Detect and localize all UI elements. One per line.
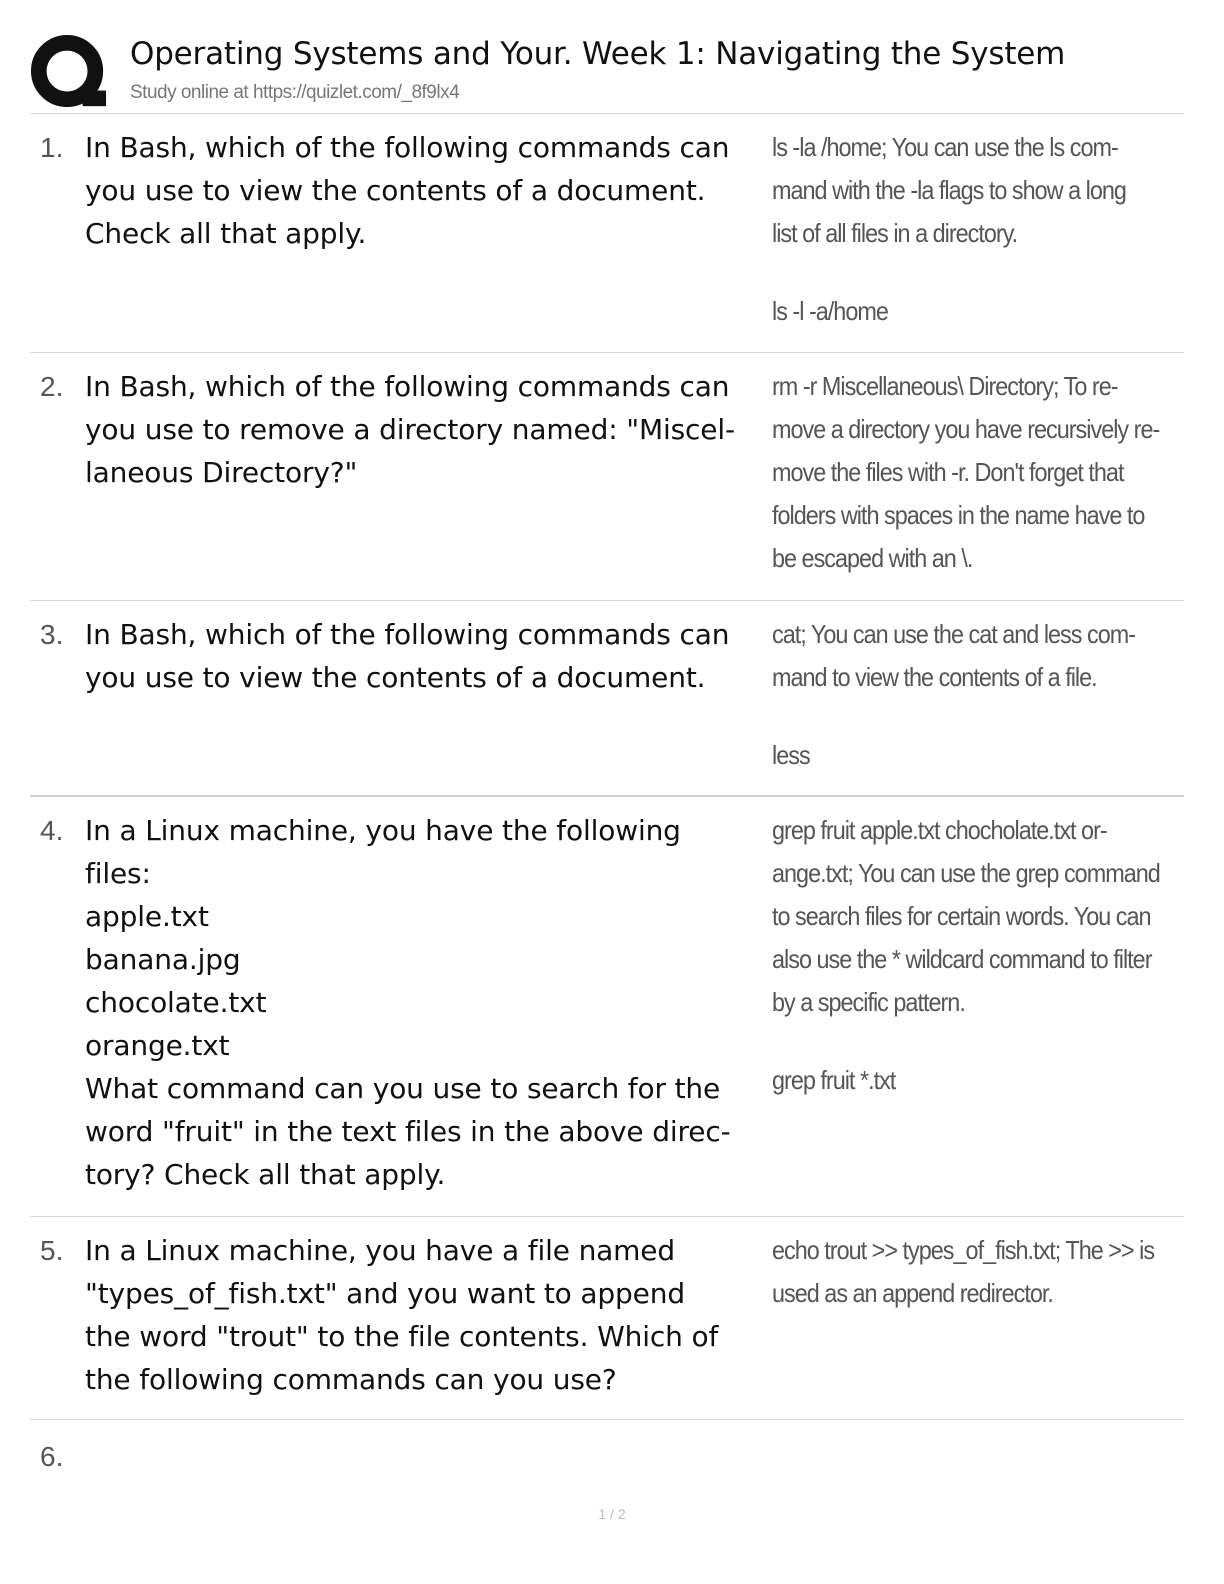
- answer-extra: ls -l -a/home: [772, 296, 888, 326]
- question-text: In Bash, which of the following commands can you use to view the contents of a document. Check all that apply.: [85, 131, 730, 250]
- divider: [30, 1419, 1184, 1420]
- answer-text: cat; You can use the cat and less com- mand to view the contents of a file. less: [772, 613, 1150, 777]
- item-number: 2.: [40, 371, 64, 402]
- item-number: 1.: [40, 132, 64, 163]
- divider: [30, 113, 1184, 114]
- item-number: 4.: [40, 815, 64, 846]
- answer-extra: less: [772, 740, 810, 770]
- divider: [30, 600, 1184, 601]
- divider: [30, 352, 1184, 353]
- question-text: In Bash, which of the following commands can you use to remove a directory named: "Miscel- laneous Directory?": [85, 370, 735, 489]
- page-header: [30, 28, 1190, 114]
- answer-text: grep fruit apple.txt chocholate.txt or- ange.txt; You can use the grep command to search files for certain words. You can also use the * wildcard command to filter by a specific pattern. grep fruit *.txt: [772, 809, 1150, 1102]
- study-online-link[interactable]: Study online at https://quizlet.com/_8f9lx4: [130, 82, 460, 103]
- divider: [30, 795, 1184, 797]
- answer-text: rm -r Miscellaneous\ Directory; To re- move a directory you have recursively re- move the files with -r. Don't forget that folders with spaces in the name have to be escaped with an \.: [772, 371, 1160, 573]
- item-number: 5.: [40, 1235, 64, 1266]
- quizlet-logo-icon: [30, 34, 108, 112]
- answer-extra: grep fruit *.txt: [772, 1065, 896, 1095]
- question-text: In Bash, which of the following commands can you use to view the contents of a document.: [85, 618, 730, 694]
- item-number: 3.: [40, 619, 64, 650]
- item-number: 6.: [40, 1441, 64, 1472]
- question-text: In a Linux machine, you have the following files: apple.txt banana.jpg chocolate.txt orange.txt What command can you use to search for the word "fruit" in the text files in the above direc- tory? Check all that apply.: [85, 814, 731, 1191]
- page-title: Operating Systems and Your. Week 1: Navigating the System: [130, 36, 1066, 72]
- divider: [30, 1216, 1184, 1217]
- page-number: 1 / 2: [598, 1506, 626, 1522]
- answer-text: echo trout >> types_of_fish.txt; The >> is used as an append redirector.: [772, 1235, 1155, 1308]
- answer-text: ls -la /home; You can use the ls com- mand with the -la flags to show a long list of all files in a directory. ls -l -a/home: [772, 126, 1150, 333]
- question-text: In a Linux machine, you have a file named "types_of_fish.txt" and you want to append the word "trout" to the file contents. Which of the following commands can you use?: [85, 1234, 719, 1396]
